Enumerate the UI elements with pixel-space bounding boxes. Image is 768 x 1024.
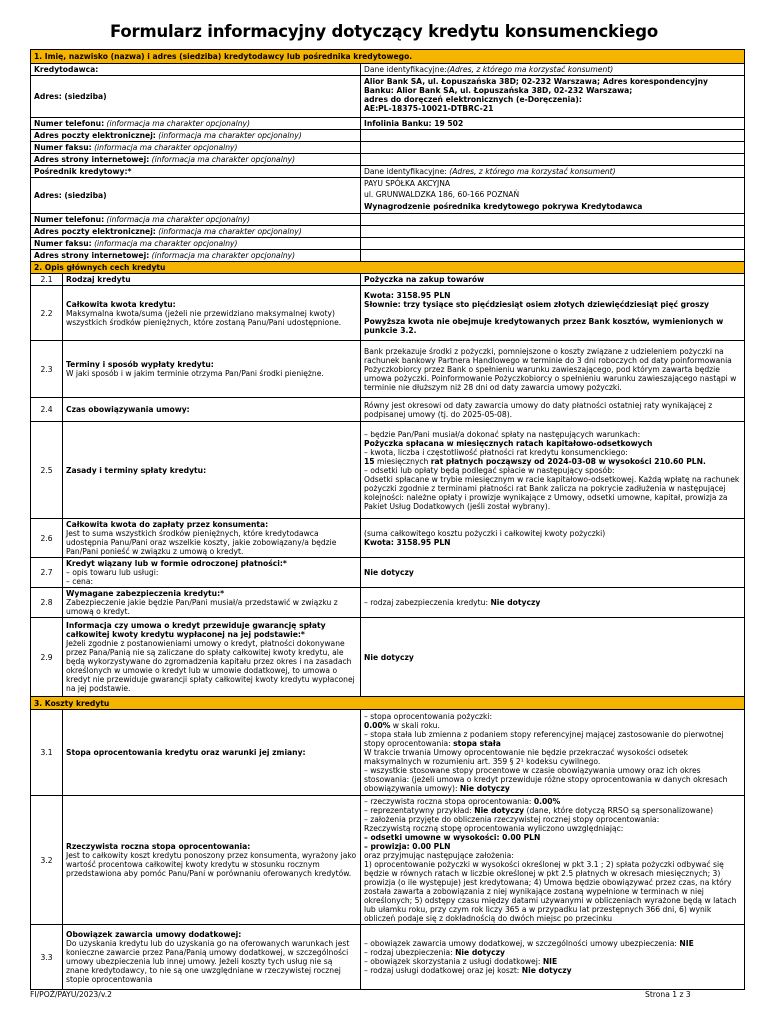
row-number: 3.3 xyxy=(31,925,63,990)
row-number: 2.5 xyxy=(31,422,63,519)
row-number: 2.6 xyxy=(31,519,63,558)
broker-dane-identyfikacyjne: Dane identyfikacyjne: (Adres, z którego ma korzystać konsument) xyxy=(361,166,745,178)
splata-value: – będzie Pan/Pani musiał/a dokonać spłaty na następujących warunkach: Pożyczka spłacana w miesięcznych ratach kapitałowo-odsetkowych – kwota, liczba i częstotliwość płatności rat kredytu konsumenckiego: 15 miesięcznych rat płatnych począwszy od 2024-03-08 w wysokości 210.60 PLN. – odsetki lub opłaty będą podlegać spłacie w następujący sposób: Odsetki spłacane w trybie miesięcznym w racie kapitałowo-odsetkowej. Każdą wpłatę na rachunek pożyczki zgodnie z terminami płatności rat Bank zalicza na pokrycie zadłużenia w następującej kolejności: należne opłaty i prowizje wynikające z Umowy, odsetki umowne, kapitał, prowizja za Pakiet Usług Dodatkowych (jeśli został wybrany). xyxy=(361,422,745,519)
rrso-label: Rzeczywista roczna stopa oprocentowania: Jest to całkowity koszt kredytu ponoszony przez konsumenta, wyrażony jako wartość procentowa całkowitej kwoty kredytu w stosunku rocznym przedstawiona aby pomóc Panu/Pani w porównaniu oferowanych kredytów. xyxy=(63,796,361,925)
document-title: Formularz informacyjny dotyczący kredytu konsumenckiego xyxy=(109,22,658,41)
email-row: Adres poczty elektronicznej: (informacja ma charakter opcjonalny) xyxy=(31,130,361,142)
kredyt-wiazany-label: Kredyt wiązany lub w formie odroczonej płatności:* – opis towaru lub usługi: – cena: xyxy=(63,558,361,588)
row-number: 2.3 xyxy=(31,341,63,398)
broker-www-value xyxy=(361,250,745,262)
adres-siedziba-label: Adres: (siedziba) xyxy=(31,76,361,118)
broker-telefon-value xyxy=(361,214,745,226)
gwarancja-label: Informacja czy umowa o kredyt przewiduje gwarancję spłaty całkowitej kwoty kredytu wypłaconej na jej podstawie:* Jeżeli zgodnie z postanowieniami umowy o kredyt, płatności dokonywane przez Pana/Panią nie są zaliczane do spłaty całkowitej kwoty kredytu, ale będą wykorzystywane do zgromadzenia kapitału przez okres i na zasadach określonych w umowie o kredyt lub w umowie dodatkowej, to umowa o kredyt nie przewiduje gwarancji spłaty całkowitej kwoty kredytu wypłaconej na jej podstawie. xyxy=(63,618,361,697)
rodzaj-kredytu-value: Pożyczka na zakup towarów xyxy=(361,274,745,286)
zabezpieczenia-label: Wymagane zabezpieczenia kredytu:* Zabezpieczenie jakie będzie Pan/Pani musiał/a przedstawić w związku z umową o kredyt. xyxy=(63,588,361,618)
kredytodawca-label: Kredytodawca: xyxy=(31,64,361,76)
kwota-kredytu-label: Całkowita kwota kredytu: Maksymalna kwota/suma (jeżeli nie przewidziano maksymalnej kwoty) wszystkich środków pieniężnych, które zostaną Panu/Pani udostępnione. xyxy=(63,286,361,341)
www-row: Adres strony internetowej: (informacja ma charakter opcjonalny) xyxy=(31,154,361,166)
section-2-header: 2. Opis głównych cech kredytu xyxy=(31,262,745,274)
dane-identyfikacyjne: Dane identyfikacyjne:(Adres, z którego ma korzystać konsument) xyxy=(361,64,745,76)
row-number: 2.7 xyxy=(31,558,63,588)
www-value xyxy=(361,154,745,166)
telefon-row: Numer telefonu: (informacja ma charakter opcjonalny) xyxy=(31,118,361,130)
posrednik-label: Pośrednik kredytowy:* xyxy=(31,166,361,178)
row-number: 3.1 xyxy=(31,710,63,796)
stopa-value: – stopa oprocentowania pożyczki: 0.00% w skali roku. – stopa stała lub zmienna z podaniem stopy referencyjnej mającej zastosowanie do pierwotnej stopy oprocentowania: stopa stała W trakcie trwania Umowy oprocentowanie nie będzie przekraczać wysokości odsetek maksymalnych w rozumieniu art. 359 § 2¹ kodeksu cywilnego. – wszystkie stosowane stopy procentowe w czasie obowiązywania umowy oraz ich okres stosowania: (jeżeli umowa o kredyt przewiduje różne stopy oprocentowania w danych okresach obowiązywania umowy): Nie dotyczy xyxy=(361,710,745,796)
kredyt-wiazany-value: Nie dotyczy xyxy=(361,558,745,588)
rodzaj-kredytu-label: Rodzaj kredytu xyxy=(63,274,361,286)
email-value xyxy=(361,130,745,142)
row-number: 3.2 xyxy=(31,796,63,925)
broker-fax-row: Numer faksu: (informacja ma charakter opcjonalny) xyxy=(31,238,361,250)
lender-address: Alior Bank SA, ul. Łopuszańska 38D; 02-232 Warszawa; Adres korespondencyjny Banku: Alior Bank SA, ul. Łopuszańska 38D, 02-232 Warszawa; adres do doręczeń elektronicznych (e-Doręczenia): AE:PL-18375-10021-DTBRC-21 xyxy=(361,76,745,118)
gwarancja-value: Nie dotyczy xyxy=(361,618,745,697)
czas-umowy-label: Czas obowiązywania umowy: xyxy=(63,398,361,422)
czas-umowy-value: Równy jest okresowi od daty zawarcia umowy do daty płatności ostatniej raty wynikającej z podpisanej umowy (tj. do 2025-05-08). xyxy=(361,398,745,422)
umowa-dodatkowa-label: Obowiązek zawarcia umowy dodatkowej: Do uzyskania kredytu lub do uzyskania go na oferowanych warunkach jest konieczne zawarcie przez Pana/Panią umowy dodatkowej, w szczególności umowy ubezpieczenia lub innej umowy. Jeżeli koszty tych usług nie są znane kredytodawcy, to nie są one uwzględniane w rzeczywistej rocznej stopie oprocentowania xyxy=(63,925,361,990)
splata-label: Zasady i terminy spłaty kredytu: xyxy=(63,422,361,519)
broker-email-value xyxy=(361,226,745,238)
umowa-dodatkowa-value: – obowiązek zawarcia umowy dodatkowej, w szczególności umowy ubezpieczenia: NIE – rodzaj ubezpieczenia: Nie dotyczy – obowiązek skorzystania z usługi dodatkowej: NIE – rodzaj usługi dodatkowej oraz jej koszt: Nie dotyczy xyxy=(361,925,745,990)
section-3-header: 3. Koszty kredytu xyxy=(31,697,745,710)
footer-page-number: Strona 1 z 3 xyxy=(645,990,691,999)
calkowita-kwota-value: (suma całkowitego kosztu pożyczki i całkowitej kwoty pożyczki) Kwota: 3158.95 PLN xyxy=(361,519,745,558)
footer-doc-code: FI/POŻ/PAYU/2023/v.2 xyxy=(30,990,112,999)
stopa-label: Stopa oprocentowania kredytu oraz warunki jej zmiany: xyxy=(63,710,361,796)
infolinia: Infolinia Banku: 19 502 xyxy=(361,118,745,130)
row-number: 2.4 xyxy=(31,398,63,422)
kwota-kredytu-value: Kwota: 3158.95 PLN Słownie: trzy tysiące sto pięćdziesiąt osiem złotych dziewięćdziesiąt pięć groszy Powyższa kwota nie obejmuje kredytowanych przez Bank kosztów, wymienionych w punkcie 3.2. xyxy=(361,286,745,341)
broker-adres-label: Adres: (siedziba) xyxy=(31,178,361,214)
form-table xyxy=(30,49,745,990)
broker-address: PAYU SPÓŁKA AKCYJNA ul. GRUNWALDZKA 186, 60-166 POZNAŃ Wynagrodzenie pośrednika kredytowego pokrywa Kredytodawca xyxy=(361,178,745,214)
fax-value xyxy=(361,142,745,154)
calkowita-kwota-label: Całkowita kwota do zapłaty przez konsumenta: Jest to suma wszystkich środków pieniężnych, które kredytodawca udostępnia Panu/Pani oraz wszelkie koszty, jakie zobowiązany/a będzie Pan/Pani ponieść w związku z umową o kredyt. xyxy=(63,519,361,558)
wyplata-label: Terminy i sposób wypłaty kredytu: W jaki sposób i w jakim terminie otrzyma Pan/Pani środki pieniężne. xyxy=(63,341,361,398)
broker-fax-value xyxy=(361,238,745,250)
row-number: 2.8 xyxy=(31,588,63,618)
broker-email-row: Adres poczty elektronicznej: (informacja ma charakter opcjonalny) xyxy=(31,226,361,238)
row-number: 2.1 xyxy=(31,274,63,286)
broker-www-row: Adres strony internetowej: (informacja ma charakter opcjonalny) xyxy=(31,250,361,262)
row-number: 2.9 xyxy=(31,618,63,697)
wyplata-value: Bank przekazuje środki z pożyczki, pomniejszone o koszty związane z udzieleniem pożyczki na rachunek bankowy Partnera Handlowego w terminie do 3 dni roboczych od daty poinformowania Pożyczkobiorcy przez Bank o spełnieniu warunku zawieszającego, pod którym zawarta będzie umowa pożyczki. Poinformowanie Pożyczkobiorcy o spełnieniu warunku zawieszającego nastąpi w terminie nie dłuższym niż 28 dni od daty zawarcia umowy pożyczki. xyxy=(361,341,745,398)
section-1-header: 1. Imię, nazwisko (nazwa) i adres (siedziba) kredytodawcy lub pośrednika kredytowego. xyxy=(31,50,745,64)
zabezpieczenia-value: – rodzaj zabezpieczenia kredytu: Nie dotyczy xyxy=(361,588,745,618)
rrso-value: – rzeczywista roczna stopa oprocentowania: 0.00% – reprezentatywny przykład: Nie dotyczy (dane, które dotyczą RRSO są spersonalizowane) – założenia przyjęte do obliczenia rzeczywistej rocznej stopy oprocentowania: Rzeczywistą roczną stopę oprocentowania wyliczono uwzględniając: – odsetki umowne w wysokości: 0.00 PLN – prowizja: 0.00 PLN oraz przyjmując następujące założenia: 1) oprocentowanie pożyczki w wysokości określonej w pkt 3.1 ; 2) spłata pożyczki odbywać się będzie w równych ratach w liczbie określonej w pkt 2.5 płatnych w okresach miesięcznych; 3) prowizja (o ile występuje) jest kredytowana; 4) Umowa będzie obowiązywać przez czas, na który została zawarta a zobowiązania z niej wynikające zostaną wypełnione w terminach w niej określonych; 5) odstępy czasu między datami używanymi w obliczeniach wyrażone będą w latach lub ułamku roku, przy czym rok liczy 365 a w przypadku lat przestępnych 366 dni, 6) wynik obliczeń podaje się z dokładnością do dwóch miejsc po przecinku xyxy=(361,796,745,925)
broker-telefon-row: Numer telefonu: (informacja ma charakter opcjonalny) xyxy=(31,214,361,226)
fax-row: Numer faksu: (informacja ma charakter opcjonalny) xyxy=(31,142,361,154)
row-number: 2.2 xyxy=(31,286,63,341)
